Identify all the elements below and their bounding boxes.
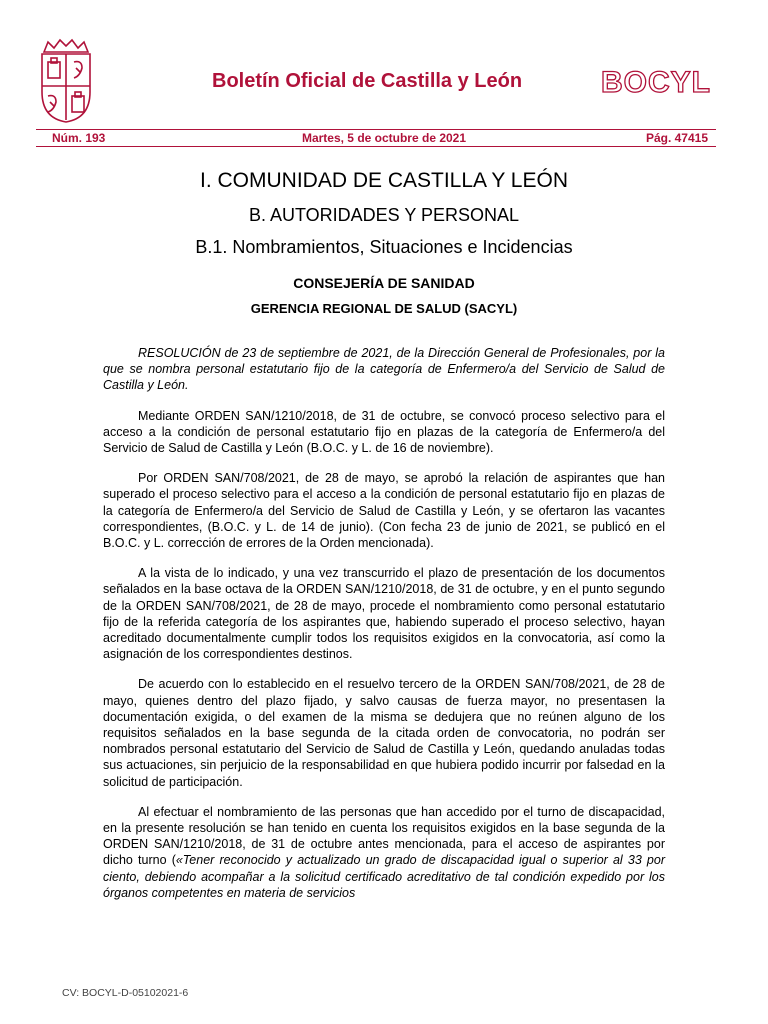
header-rule-bottom (36, 146, 716, 147)
header-rule-top (36, 129, 716, 130)
issue-number: Núm. 193 (52, 131, 106, 145)
bocyl-logo (601, 65, 729, 97)
resolution-body (103, 345, 665, 915)
paragraph-5: De acuerdo con lo establecido en el resuelvo tercero de la ORDEN SAN/708/2021, de 28 de mayo, quienes dentro del plazo fijado, y salvo causas de fuerza mayor, no presentasen la documentación exigida, o del examen de la misma se dedujera que no reúnen alguno de los requisitos señalados en la base segunda de la citada orden de convocatoria, no podrán ser nombrados personal estatutario del Servicio de Salud de Castilla y León, quedando anuladas todas sus actuaciones, sin perjuicio de la responsabilidad en que hubiera podido incurrir por falsedad en la solicitud de participación. (103, 677, 665, 789)
resolution-title-paragraph: RESOLUCIÓN de 23 de septiembre de 2021, de la Dirección General de Profesionales, por la que se nombra personal estatutario fijo de la categoría de Enfermero/a del Servicio de Salud de Castilla y León. (103, 346, 665, 393)
bulletin-title: Boletín Oficial de Castilla y León (212, 70, 523, 92)
subsection-heading: B. AUTORIDADES Y PERSONAL (248, 205, 520, 225)
paragraph-3: Por ORDEN SAN/708/2021, de 28 de mayo, se aprobó la relación de aspirantes que han superado el proceso selectivo para el acceso a la condición de personal estatutario fijo en plazas de la categoría de Enfermero/a del Servicio de Salud de Castilla y León, y se ofertaron las vacantes correspondientes, (B.O.C. y L. de 14 de junio). (Con fecha 23 de junio de 2021, se publicó en el B.O.C. y L. corrección de errores de la Orden mencionada). (103, 471, 665, 551)
subsubsection-heading: B.1. Nombramientos, Situaciones e Incidencias (195, 237, 573, 257)
page-number: Pág. 47415 (645, 131, 708, 145)
paragraph-6-quote: «Tener reconocido y actualizado un grado de discapacidad igual o superior al 33 por ciento, debiendo acompañar a la solicitud certificado acreditativo de tal condición expedido por los órganos competentes en materia de servicios (103, 853, 665, 900)
section-heading: I. COMUNIDAD DE CASTILLA Y LEÓN (200, 169, 568, 192)
castilla-leon-coat-of-arms-icon (36, 38, 96, 124)
agency-heading: GERENCIA REGIONAL DE SALUD (SACYL) (250, 301, 518, 316)
department-heading: CONSEJERÍA DE SANIDAD (293, 275, 475, 291)
paragraph-2: Mediante ORDEN SAN/1210/2018, de 31 de octubre, se convocó proceso selectivo para el acceso a la condición de personal estatutario fijo en plazas de la categoría de Enfermero/a del Servicio de Salud de Castilla y León (B.O.C. y L. de 16 de noviembre). (103, 408, 665, 456)
issue-date: Martes, 5 de octubre de 2021 (301, 131, 467, 145)
paragraph-6 (103, 804, 665, 901)
paragraph-6-text: Al efectuar el nombramiento de las personas que han accedido por el turno de discapacidad, en la presente resolución se han tenido en cuenta los requisitos exigidos en la base segunda de la ORDEN SAN/1210/2018, de 31 de octubre antes mencionada, para el acceso de aspirantes por dicho turno ( (103, 804, 665, 868)
document-cv-code: CV: BOCYL-D-05102021-6 (62, 987, 189, 999)
paragraph-4: A la vista de lo indicado, y una vez transcurrido el plazo de presentación de los documentos señalados en la base octava de la ORDEN SAN/1210/2018, de 31 de octubre, y en el punto segundo de la ORDEN SAN/708/2021, de 28 de mayo, procede el nombramiento como personal estatutario fijo de la referida categoría de los aspirantes que, habiendo superado el proceso selectivo, hayan acreditado documentalmente cumplir todos los requisitos exigidos en la convocatoria, así como la asignación de los correspondientes destinos. (103, 566, 665, 662)
svg-text:BOCYL: BOCYL (601, 66, 711, 97)
